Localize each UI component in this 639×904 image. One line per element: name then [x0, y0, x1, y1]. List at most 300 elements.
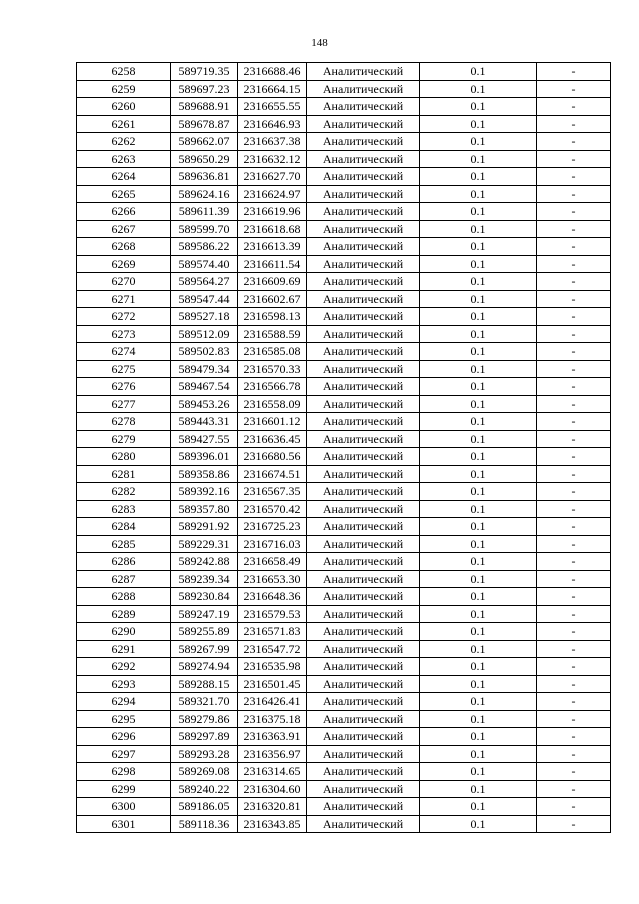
accuracy-cell: 0.1 — [420, 623, 537, 641]
accuracy-cell: 0.1 — [420, 728, 537, 746]
method-cell: Аналитический — [307, 80, 420, 98]
y-coordinate-cell: 2316653.30 — [238, 570, 307, 588]
x-coordinate-cell: 589611.39 — [171, 203, 238, 221]
point-number-cell: 6265 — [77, 185, 171, 203]
point-number-cell: 6278 — [77, 413, 171, 431]
note-cell: - — [537, 675, 611, 693]
method-cell: Аналитический — [307, 308, 420, 326]
accuracy-cell: 0.1 — [420, 133, 537, 151]
method-cell: Аналитический — [307, 430, 420, 448]
accuracy-cell: 0.1 — [420, 815, 537, 833]
method-cell: Аналитический — [307, 343, 420, 361]
table-row — [77, 710, 611, 728]
note-cell: - — [537, 763, 611, 781]
note-cell: - — [537, 710, 611, 728]
accuracy-cell: 0.1 — [420, 308, 537, 326]
note-cell: - — [537, 185, 611, 203]
x-coordinate-cell: 589697.23 — [171, 80, 238, 98]
accuracy-cell: 0.1 — [420, 535, 537, 553]
y-coordinate-cell: 2316314.65 — [238, 763, 307, 781]
table-row — [77, 395, 611, 413]
note-cell: - — [537, 395, 611, 413]
table-row — [77, 203, 611, 221]
point-number-cell: 6276 — [77, 378, 171, 396]
x-coordinate-cell: 589688.91 — [171, 98, 238, 116]
accuracy-cell: 0.1 — [420, 220, 537, 238]
point-number-cell: 6296 — [77, 728, 171, 746]
table-row — [77, 623, 611, 641]
table-row — [77, 745, 611, 763]
accuracy-cell: 0.1 — [420, 343, 537, 361]
y-coordinate-cell: 2316320.81 — [238, 798, 307, 816]
method-cell: Аналитический — [307, 325, 420, 343]
note-cell: - — [537, 658, 611, 676]
note-cell: - — [537, 780, 611, 798]
x-coordinate-cell: 589239.34 — [171, 570, 238, 588]
page-number: 148 — [311, 37, 328, 49]
y-coordinate-cell: 2316716.03 — [238, 535, 307, 553]
method-cell: Аналитический — [307, 605, 420, 623]
x-coordinate-cell: 589240.22 — [171, 780, 238, 798]
table-row — [77, 360, 611, 378]
table-row — [77, 343, 611, 361]
method-cell: Аналитический — [307, 465, 420, 483]
accuracy-cell: 0.1 — [420, 570, 537, 588]
y-coordinate-cell: 2316588.59 — [238, 325, 307, 343]
x-coordinate-cell: 589678.87 — [171, 115, 238, 133]
table-row — [77, 465, 611, 483]
point-number-cell: 6262 — [77, 133, 171, 151]
y-coordinate-cell: 2316570.42 — [238, 500, 307, 518]
table-row — [77, 63, 611, 81]
x-coordinate-cell: 589547.44 — [171, 290, 238, 308]
y-coordinate-cell: 2316637.38 — [238, 133, 307, 151]
table-row — [77, 588, 611, 606]
method-cell: Аналитический — [307, 448, 420, 466]
y-coordinate-cell: 2316611.54 — [238, 255, 307, 273]
table-row — [77, 115, 611, 133]
point-number-cell: 6299 — [77, 780, 171, 798]
table-row — [77, 640, 611, 658]
accuracy-cell: 0.1 — [420, 63, 537, 81]
x-coordinate-cell: 589427.55 — [171, 430, 238, 448]
method-cell: Аналитический — [307, 623, 420, 641]
note-cell: - — [537, 430, 611, 448]
accuracy-cell: 0.1 — [420, 185, 537, 203]
point-number-cell: 6288 — [77, 588, 171, 606]
accuracy-cell: 0.1 — [420, 238, 537, 256]
method-cell: Аналитический — [307, 553, 420, 571]
table-row — [77, 220, 611, 238]
note-cell: - — [537, 798, 611, 816]
accuracy-cell: 0.1 — [420, 588, 537, 606]
y-coordinate-cell: 2316566.78 — [238, 378, 307, 396]
point-number-cell: 6298 — [77, 763, 171, 781]
note-cell: - — [537, 465, 611, 483]
y-coordinate-cell: 2316636.45 — [238, 430, 307, 448]
x-coordinate-cell: 589636.81 — [171, 168, 238, 186]
method-cell: Аналитический — [307, 168, 420, 186]
x-coordinate-cell: 589392.16 — [171, 483, 238, 501]
point-number-cell: 6289 — [77, 605, 171, 623]
method-cell: Аналитический — [307, 133, 420, 151]
point-number-cell: 6285 — [77, 535, 171, 553]
table-row — [77, 500, 611, 518]
table-row — [77, 798, 611, 816]
x-coordinate-cell: 589512.09 — [171, 325, 238, 343]
x-coordinate-cell: 589479.34 — [171, 360, 238, 378]
accuracy-cell: 0.1 — [420, 798, 537, 816]
point-number-cell: 6281 — [77, 465, 171, 483]
accuracy-cell: 0.1 — [420, 150, 537, 168]
method-cell: Аналитический — [307, 728, 420, 746]
method-cell: Аналитический — [307, 693, 420, 711]
accuracy-cell: 0.1 — [420, 763, 537, 781]
note-cell: - — [537, 728, 611, 746]
table-row — [77, 658, 611, 676]
y-coordinate-cell: 2316725.23 — [238, 518, 307, 536]
note-cell: - — [537, 168, 611, 186]
note-cell: - — [537, 343, 611, 361]
point-number-cell: 6295 — [77, 710, 171, 728]
y-coordinate-cell: 2316632.12 — [238, 150, 307, 168]
x-coordinate-cell: 589293.28 — [171, 745, 238, 763]
table-row — [77, 150, 611, 168]
y-coordinate-cell: 2316648.36 — [238, 588, 307, 606]
table-row — [77, 763, 611, 781]
x-coordinate-cell: 589291.92 — [171, 518, 238, 536]
accuracy-cell: 0.1 — [420, 115, 537, 133]
y-coordinate-cell: 2316619.96 — [238, 203, 307, 221]
x-coordinate-cell: 589586.22 — [171, 238, 238, 256]
method-cell: Аналитический — [307, 290, 420, 308]
method-cell: Аналитический — [307, 658, 420, 676]
y-coordinate-cell: 2316601.12 — [238, 413, 307, 431]
point-number-cell: 6269 — [77, 255, 171, 273]
y-coordinate-cell: 2316688.46 — [238, 63, 307, 81]
point-number-cell: 6294 — [77, 693, 171, 711]
accuracy-cell: 0.1 — [420, 360, 537, 378]
method-cell: Аналитический — [307, 115, 420, 133]
y-coordinate-cell: 2316613.39 — [238, 238, 307, 256]
x-coordinate-cell: 589453.26 — [171, 395, 238, 413]
y-coordinate-cell: 2316609.69 — [238, 273, 307, 291]
method-cell: Аналитический — [307, 763, 420, 781]
x-coordinate-cell: 589297.89 — [171, 728, 238, 746]
note-cell: - — [537, 413, 611, 431]
table-row — [77, 535, 611, 553]
method-cell: Аналитический — [307, 255, 420, 273]
x-coordinate-cell: 589599.70 — [171, 220, 238, 238]
table-row — [77, 273, 611, 291]
accuracy-cell: 0.1 — [420, 80, 537, 98]
y-coordinate-cell: 2316618.68 — [238, 220, 307, 238]
x-coordinate-cell: 589564.27 — [171, 273, 238, 291]
point-number-cell: 6282 — [77, 483, 171, 501]
note-cell: - — [537, 518, 611, 536]
x-coordinate-cell: 589719.35 — [171, 63, 238, 81]
method-cell: Аналитический — [307, 745, 420, 763]
x-coordinate-cell: 589396.01 — [171, 448, 238, 466]
accuracy-cell: 0.1 — [420, 675, 537, 693]
method-cell: Аналитический — [307, 815, 420, 833]
x-coordinate-cell: 589255.89 — [171, 623, 238, 641]
note-cell: - — [537, 98, 611, 116]
x-coordinate-cell: 589230.84 — [171, 588, 238, 606]
method-cell: Аналитический — [307, 63, 420, 81]
method-cell: Аналитический — [307, 273, 420, 291]
accuracy-cell: 0.1 — [420, 413, 537, 431]
table-row — [77, 255, 611, 273]
accuracy-cell: 0.1 — [420, 710, 537, 728]
x-coordinate-cell: 589467.54 — [171, 378, 238, 396]
accuracy-cell: 0.1 — [420, 780, 537, 798]
accuracy-cell: 0.1 — [420, 465, 537, 483]
note-cell: - — [537, 133, 611, 151]
note-cell: - — [537, 220, 611, 238]
y-coordinate-cell: 2316680.56 — [238, 448, 307, 466]
accuracy-cell: 0.1 — [420, 553, 537, 571]
y-coordinate-cell: 2316304.60 — [238, 780, 307, 798]
point-number-cell: 6290 — [77, 623, 171, 641]
point-number-cell: 6301 — [77, 815, 171, 833]
y-coordinate-cell: 2316558.09 — [238, 395, 307, 413]
point-number-cell: 6277 — [77, 395, 171, 413]
point-number-cell: 6286 — [77, 553, 171, 571]
method-cell: Аналитический — [307, 535, 420, 553]
table-row — [77, 98, 611, 116]
y-coordinate-cell: 2316658.49 — [238, 553, 307, 571]
table-row — [77, 815, 611, 833]
y-coordinate-cell: 2316426.41 — [238, 693, 307, 711]
method-cell: Аналитический — [307, 220, 420, 238]
note-cell: - — [537, 203, 611, 221]
point-number-cell: 6263 — [77, 150, 171, 168]
point-number-cell: 6272 — [77, 308, 171, 326]
x-coordinate-cell: 589574.40 — [171, 255, 238, 273]
y-coordinate-cell: 2316655.55 — [238, 98, 307, 116]
accuracy-cell: 0.1 — [420, 693, 537, 711]
note-cell: - — [537, 255, 611, 273]
method-cell: Аналитический — [307, 570, 420, 588]
point-number-cell: 6273 — [77, 325, 171, 343]
x-coordinate-cell: 589247.19 — [171, 605, 238, 623]
point-number-cell: 6258 — [77, 63, 171, 81]
method-cell: Аналитический — [307, 710, 420, 728]
method-cell: Аналитический — [307, 238, 420, 256]
note-cell: - — [537, 325, 611, 343]
accuracy-cell: 0.1 — [420, 325, 537, 343]
note-cell: - — [537, 238, 611, 256]
x-coordinate-cell: 589118.36 — [171, 815, 238, 833]
note-cell: - — [537, 378, 611, 396]
accuracy-cell: 0.1 — [420, 255, 537, 273]
method-cell: Аналитический — [307, 483, 420, 501]
note-cell: - — [537, 448, 611, 466]
method-cell: Аналитический — [307, 413, 420, 431]
accuracy-cell: 0.1 — [420, 518, 537, 536]
x-coordinate-cell: 589662.07 — [171, 133, 238, 151]
point-number-cell: 6274 — [77, 343, 171, 361]
y-coordinate-cell: 2316567.35 — [238, 483, 307, 501]
y-coordinate-cell: 2316547.72 — [238, 640, 307, 658]
coordinates-table — [76, 62, 611, 833]
method-cell: Аналитический — [307, 98, 420, 116]
point-number-cell: 6283 — [77, 500, 171, 518]
x-coordinate-cell: 589274.94 — [171, 658, 238, 676]
method-cell: Аналитический — [307, 518, 420, 536]
note-cell: - — [537, 500, 611, 518]
x-coordinate-cell: 589358.86 — [171, 465, 238, 483]
note-cell: - — [537, 588, 611, 606]
accuracy-cell: 0.1 — [420, 448, 537, 466]
point-number-cell: 6292 — [77, 658, 171, 676]
y-coordinate-cell: 2316664.15 — [238, 80, 307, 98]
accuracy-cell: 0.1 — [420, 290, 537, 308]
point-number-cell: 6270 — [77, 273, 171, 291]
point-number-cell: 6264 — [77, 168, 171, 186]
table-row — [77, 693, 611, 711]
accuracy-cell: 0.1 — [420, 395, 537, 413]
note-cell: - — [537, 115, 611, 133]
table-row — [77, 185, 611, 203]
point-number-cell: 6261 — [77, 115, 171, 133]
note-cell: - — [537, 535, 611, 553]
accuracy-cell: 0.1 — [420, 273, 537, 291]
x-coordinate-cell: 589186.05 — [171, 798, 238, 816]
y-coordinate-cell: 2316375.18 — [238, 710, 307, 728]
note-cell: - — [537, 80, 611, 98]
accuracy-cell: 0.1 — [420, 658, 537, 676]
method-cell: Аналитический — [307, 500, 420, 518]
method-cell: Аналитический — [307, 378, 420, 396]
note-cell: - — [537, 693, 611, 711]
note-cell: - — [537, 150, 611, 168]
x-coordinate-cell: 589502.83 — [171, 343, 238, 361]
table-row — [77, 448, 611, 466]
table-row — [77, 570, 611, 588]
x-coordinate-cell: 589242.88 — [171, 553, 238, 571]
x-coordinate-cell: 589269.08 — [171, 763, 238, 781]
table-row — [77, 518, 611, 536]
note-cell: - — [537, 273, 611, 291]
note-cell: - — [537, 63, 611, 81]
note-cell: - — [537, 605, 611, 623]
note-cell: - — [537, 553, 611, 571]
accuracy-cell: 0.1 — [420, 640, 537, 658]
method-cell: Аналитический — [307, 360, 420, 378]
y-coordinate-cell: 2316356.97 — [238, 745, 307, 763]
point-number-cell: 6275 — [77, 360, 171, 378]
note-cell: - — [537, 623, 611, 641]
table-row — [77, 290, 611, 308]
table-row — [77, 728, 611, 746]
x-coordinate-cell: 589267.99 — [171, 640, 238, 658]
table-row — [77, 413, 611, 431]
method-cell: Аналитический — [307, 780, 420, 798]
method-cell: Аналитический — [307, 798, 420, 816]
point-number-cell: 6266 — [77, 203, 171, 221]
method-cell: Аналитический — [307, 588, 420, 606]
method-cell: Аналитический — [307, 203, 420, 221]
x-coordinate-cell: 589357.80 — [171, 500, 238, 518]
y-coordinate-cell: 2316535.98 — [238, 658, 307, 676]
y-coordinate-cell: 2316627.70 — [238, 168, 307, 186]
accuracy-cell: 0.1 — [420, 483, 537, 501]
y-coordinate-cell: 2316602.67 — [238, 290, 307, 308]
point-number-cell: 6268 — [77, 238, 171, 256]
y-coordinate-cell: 2316343.85 — [238, 815, 307, 833]
point-number-cell: 6271 — [77, 290, 171, 308]
point-number-cell: 6259 — [77, 80, 171, 98]
accuracy-cell: 0.1 — [420, 745, 537, 763]
y-coordinate-cell: 2316363.91 — [238, 728, 307, 746]
note-cell: - — [537, 308, 611, 326]
method-cell: Аналитический — [307, 640, 420, 658]
table-row — [77, 133, 611, 151]
method-cell: Аналитический — [307, 395, 420, 413]
table-row — [77, 483, 611, 501]
table-row — [77, 378, 611, 396]
point-number-cell: 6260 — [77, 98, 171, 116]
accuracy-cell: 0.1 — [420, 605, 537, 623]
table-row — [77, 605, 611, 623]
table-body — [77, 63, 611, 833]
x-coordinate-cell: 589527.18 — [171, 308, 238, 326]
table-row — [77, 308, 611, 326]
y-coordinate-cell: 2316570.33 — [238, 360, 307, 378]
point-number-cell: 6279 — [77, 430, 171, 448]
point-number-cell: 6284 — [77, 518, 171, 536]
method-cell: Аналитический — [307, 675, 420, 693]
point-number-cell: 6300 — [77, 798, 171, 816]
x-coordinate-cell: 589279.86 — [171, 710, 238, 728]
table-row — [77, 675, 611, 693]
point-number-cell: 6291 — [77, 640, 171, 658]
y-coordinate-cell: 2316598.13 — [238, 308, 307, 326]
x-coordinate-cell: 589321.70 — [171, 693, 238, 711]
table-row — [77, 238, 611, 256]
point-number-cell: 6293 — [77, 675, 171, 693]
x-coordinate-cell: 589229.31 — [171, 535, 238, 553]
y-coordinate-cell: 2316646.93 — [238, 115, 307, 133]
note-cell: - — [537, 483, 611, 501]
table-row — [77, 430, 611, 448]
accuracy-cell: 0.1 — [420, 168, 537, 186]
accuracy-cell: 0.1 — [420, 500, 537, 518]
point-number-cell: 6267 — [77, 220, 171, 238]
x-coordinate-cell: 589650.29 — [171, 150, 238, 168]
y-coordinate-cell: 2316624.97 — [238, 185, 307, 203]
note-cell: - — [537, 290, 611, 308]
note-cell: - — [537, 815, 611, 833]
y-coordinate-cell: 2316585.08 — [238, 343, 307, 361]
point-number-cell: 6297 — [77, 745, 171, 763]
note-cell: - — [537, 745, 611, 763]
table-row — [77, 780, 611, 798]
y-coordinate-cell: 2316571.83 — [238, 623, 307, 641]
y-coordinate-cell: 2316674.51 — [238, 465, 307, 483]
table-row — [77, 80, 611, 98]
point-number-cell: 6280 — [77, 448, 171, 466]
x-coordinate-cell: 589288.15 — [171, 675, 238, 693]
note-cell: - — [537, 640, 611, 658]
x-coordinate-cell: 589443.31 — [171, 413, 238, 431]
method-cell: Аналитический — [307, 150, 420, 168]
y-coordinate-cell: 2316579.53 — [238, 605, 307, 623]
accuracy-cell: 0.1 — [420, 203, 537, 221]
table-row — [77, 553, 611, 571]
